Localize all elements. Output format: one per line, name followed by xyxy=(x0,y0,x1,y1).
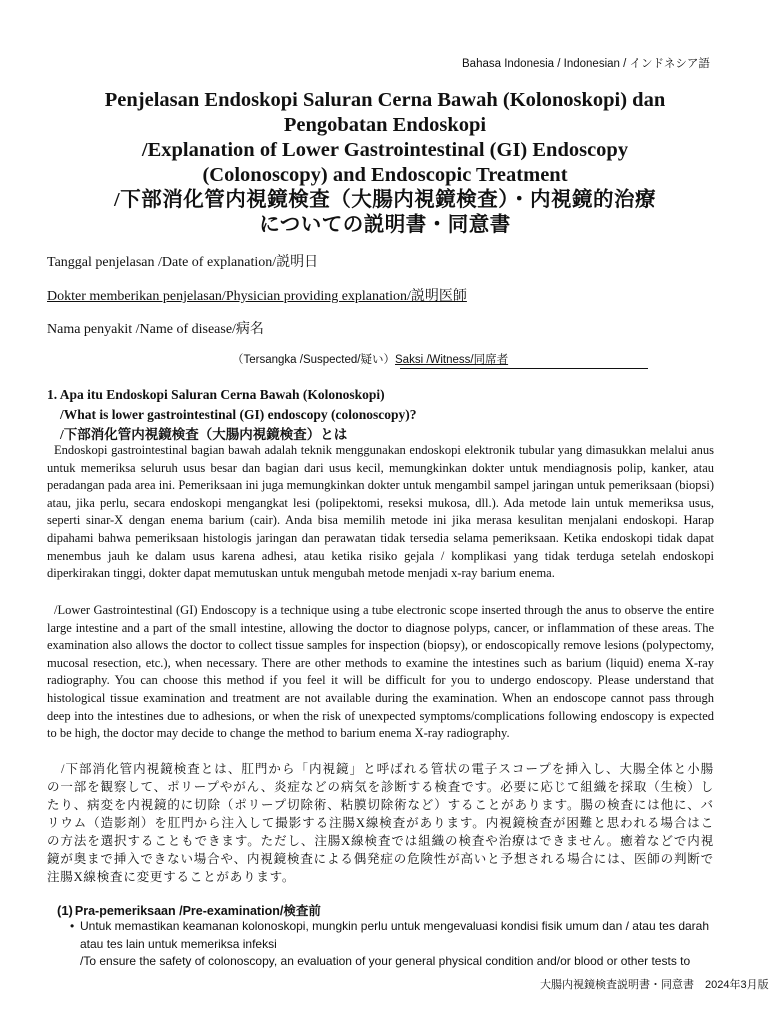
bullet-text-indonesian: Untuk memastikan keamanan kolonoskopi, mungkin perlu untuk mengevaluasi kondisi fisik umum dan / atau tes darah atau tes lain untuk memeriksa infeksi xyxy=(80,919,710,951)
title-line-4: (Colonoscopy) and Endoscopic Treatment xyxy=(202,164,568,186)
subsection-heading: Pra-pemeriksaan /Pre-examination/検査前 xyxy=(74,904,321,918)
list-item xyxy=(70,918,718,971)
physician-field: Dokter memberikan penjelasan/Physician providing explanation/説明医師 xyxy=(47,289,467,304)
suspected-label: （Tersangka /Suspected/疑い） xyxy=(232,354,395,366)
bullet-text-english: /To ensure the safety of colonoscopy, an evaluation of your general physical condition and/or blood or other tests to xyxy=(80,954,691,968)
paragraph-indonesian: Endoskopi gastrointestinal bagian bawah adalah teknik menggunakan endoskopi elektronik tubular yang dimasukkan melalui anus untuk memeriksa seluruh usus besar dan bagian dari usus kecil, memungkinkan dokter untuk mendiagnosis polip, kanker, atau peradangan pada area ini. Pemeriksaan ini juga memungkinkan dokter untuk mengambil sampel jaringan untuk pemeriksaan (biopsi) atau, jika perlu, secara endoskopi mengangkat lesi (polipektomi, reseksi mukosa, dll.). Ada metode lain untuk memeriksa usus, seperti sinar-X dengan enema barium (cair). Anda bisa memilih metode ini jika merasa kesulitan menjalani endoskopi. Harap dipahami bahwa pemeriksaan histologis jaringan dan perawatan tidak tersedia selama pemeriksaan. Ketika endoskopi tidak dapat menembus jauh ke dalam usus karena adhesi, atau ketika risiko gejala / komplikasi yang tidak terduga setelah endoskopi diperkirakan tinggi, dokter dapat memutuskan untuk mengubah metode menjadi x-ray barium enema. xyxy=(47,443,714,581)
title-line-3: /Explanation of Lower Gastrointestinal (GI) Endoscopy xyxy=(141,139,629,161)
paragraph-japanese: /下部消化管内視鏡検査とは、肛門から「内視鏡」と呼ばれる管状の電子スコープを挿入し、大腸全体と小腸の一部を観察して、ポリープやがん、炎症などの病気を診断する検査です。必要に応じて組織を採取（生検）したり、病変を内視鏡的に切除（ポリープ切除術、粘膜切除術など）することがあります。腸の検査には他に、バリウム（造影剤）を肛門から注入して撮影する注腸X線検査があります。内視鏡検査が困難と思われる場合はこの方法を選択することもできます。ただし、注腸X線検査では組織の検査や治療はできません。癒着などで内視鏡が奥まで挿入できない場合や、内視鏡検査による偶発症の危険性が高いと予想される場合には、医師の判断で注腸X線検査に変更することがあります。 xyxy=(47,762,714,884)
title-line-2: Pengobatan Endoskopi xyxy=(283,114,487,136)
footer-version: 大腸内視鏡検査説明書・同意書 2024年3月版 xyxy=(540,979,769,991)
witness-field xyxy=(232,351,648,367)
bullet-icon: • xyxy=(70,919,75,933)
subsection-number: (1) xyxy=(57,903,73,918)
title-line-1: Penjelasan Endoskopi Saluran Cerna Bawah (Kolonoskopi) dan xyxy=(104,89,666,111)
witness-label: Saksi /Witness/同席者 xyxy=(395,354,509,366)
section-1-heading xyxy=(47,385,417,445)
witness-signature-line xyxy=(400,368,648,369)
disease-name-field: Nama penyakit /Name of disease/病名 xyxy=(47,322,264,337)
paragraph-english: /Lower Gastrointestinal (GI) Endoscopy is a technique using a tube electronic scope inserted through the anus to observe the entire large intestine and a part of the small intestine, allowing the doctor to diagnose polyps, cancer, or inflammation of these areas. The examination also allows the doctor to collect tissue samples for inspection (biopsy), or endoscopically remove lesions (polypectomy, mucosal resection, etc.), when necessary. There are other methods to examine the intestines such as barium (liquid) enema X-ray radiography. You can choose this method if you feel it will be difficult for you to undergo endoscopy. Please understand that histological tissue examination and treatment are not available during the examination. When an endoscope cannot pass through deep into the intestines due to adhesions, or when the risk of unexpected symptoms/complications following endoscopy is expected to be high, the doctor may decide to change the method to barium enema X-ray radiography. xyxy=(47,603,714,741)
section-1-heading-id: 1. Apa itu Endoskopi Saluran Cerna Bawah (Kolonoskopi) xyxy=(47,387,385,402)
document-title xyxy=(30,88,740,238)
date-of-explanation-field: Tanggal penjelasan /Date of explanation/説明日 xyxy=(47,255,319,270)
title-line-5: /下部消化管内視鏡検査（大腸内視鏡検査）・内視鏡的治療 xyxy=(114,189,656,211)
subsection-pre-examination xyxy=(57,901,321,919)
section-1-heading-jp: /下部消化管内視鏡検査（大腸内視鏡検査）とは xyxy=(60,427,348,442)
section-1-heading-en: /What is lower gastrointestinal (GI) endoscopy (colonoscopy)? xyxy=(60,407,417,422)
language-label: Bahasa Indonesia / Indonesian / インドネシア語 xyxy=(462,58,710,70)
title-line-6: についての説明書・同意書 xyxy=(259,214,511,236)
